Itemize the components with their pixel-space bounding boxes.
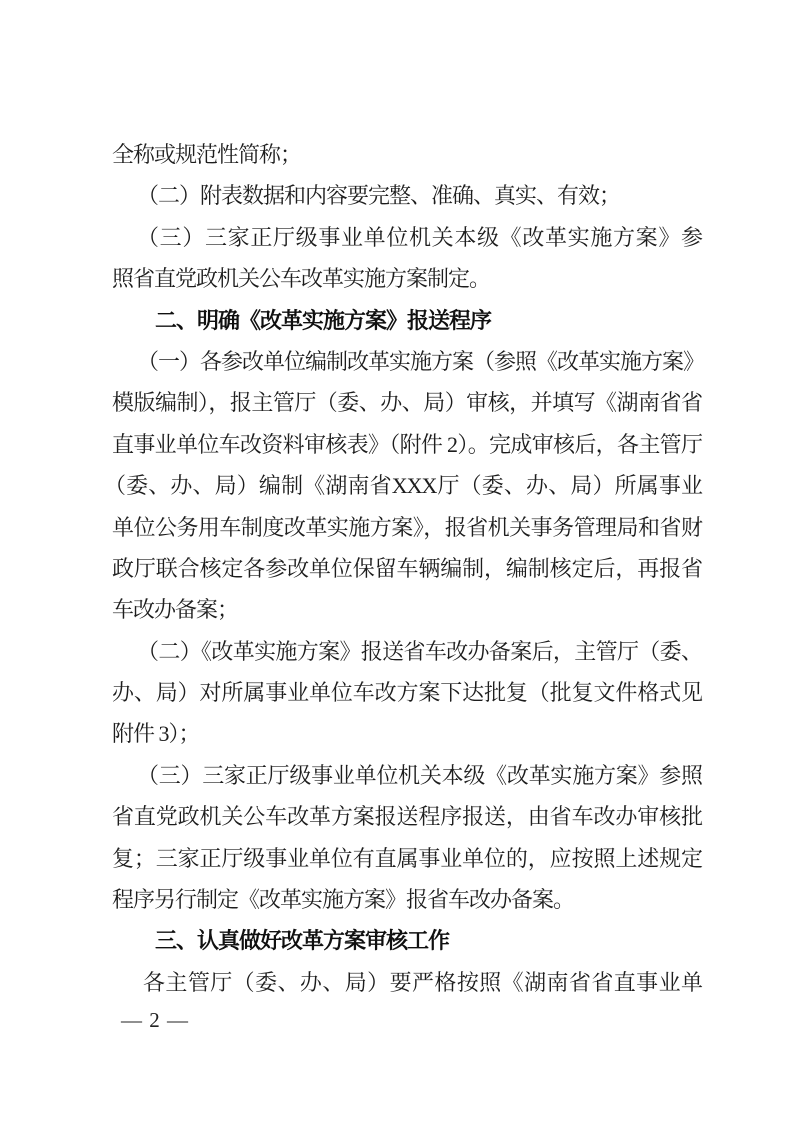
section-heading: 二、明确《改革实施方案》报送程序 — [155, 307, 492, 333]
text-line: 全称或规范性简称； — [112, 142, 302, 167]
section-heading: 三、认真做好改革方案审核工作 — [155, 928, 450, 954]
text-line: （三）三家正厅级事业单位机关本级《改革实施方案》参照 — [137, 762, 702, 788]
text-line: 车改办备案； — [112, 597, 239, 623]
text-line: 程序另行制定《改革实施方案》报省车改办备案。 — [112, 887, 575, 913]
text-line: （一）各参改单位编制改革实施方案（参照《改革实施方案》 — [137, 348, 705, 374]
text-line: 附件 3）； — [112, 721, 200, 747]
text-line: 复；三家正厅级事业单位有直属事业单位的，应按照上述规定 — [112, 845, 702, 871]
document-body — [104, 134, 705, 1003]
text-line: （二）《改革实施方案》报送省车改办备案后，主管厅（委、 — [137, 638, 702, 664]
text-line: 政厅联合核定各参改单位保留车辆编制，编制核定后，再报省 — [112, 555, 702, 581]
text-line: （委、办、局）编制《湖南省XXX厅（委、办、局）所属事业 — [104, 473, 702, 499]
page-number: — 2 — — [121, 1008, 189, 1032]
text-line: 照省直党政机关公车改革实施方案制定。 — [112, 266, 491, 292]
text-line: 省直党政机关公车改革方案报送程序报送，由省车改办审核批 — [112, 804, 702, 830]
text-line: 模版编制），报主管厅（委、办、局）审核，并填写《湖南省省 — [112, 390, 702, 416]
text-line: 直事业单位车改资料审核表》（附件 2）。完成审核后，各主管厅 — [112, 431, 702, 457]
text-line: （二）附表数据和内容要完整、准确、真实、有效； — [137, 183, 621, 209]
text-line: 单位公务用车制度改革实施方案》，报省机关事务管理局和省财 — [112, 514, 702, 540]
text-line: 各主管厅（委、办、局）要严格按照《湖南省省直事业单 — [143, 969, 702, 995]
text-line: （三）三家正厅级事业单位机关本级《改革实施方案》参 — [137, 224, 702, 250]
text-line: 办、局）对所属事业单位车改方案下达批复（批复文件格式见 — [112, 680, 702, 706]
